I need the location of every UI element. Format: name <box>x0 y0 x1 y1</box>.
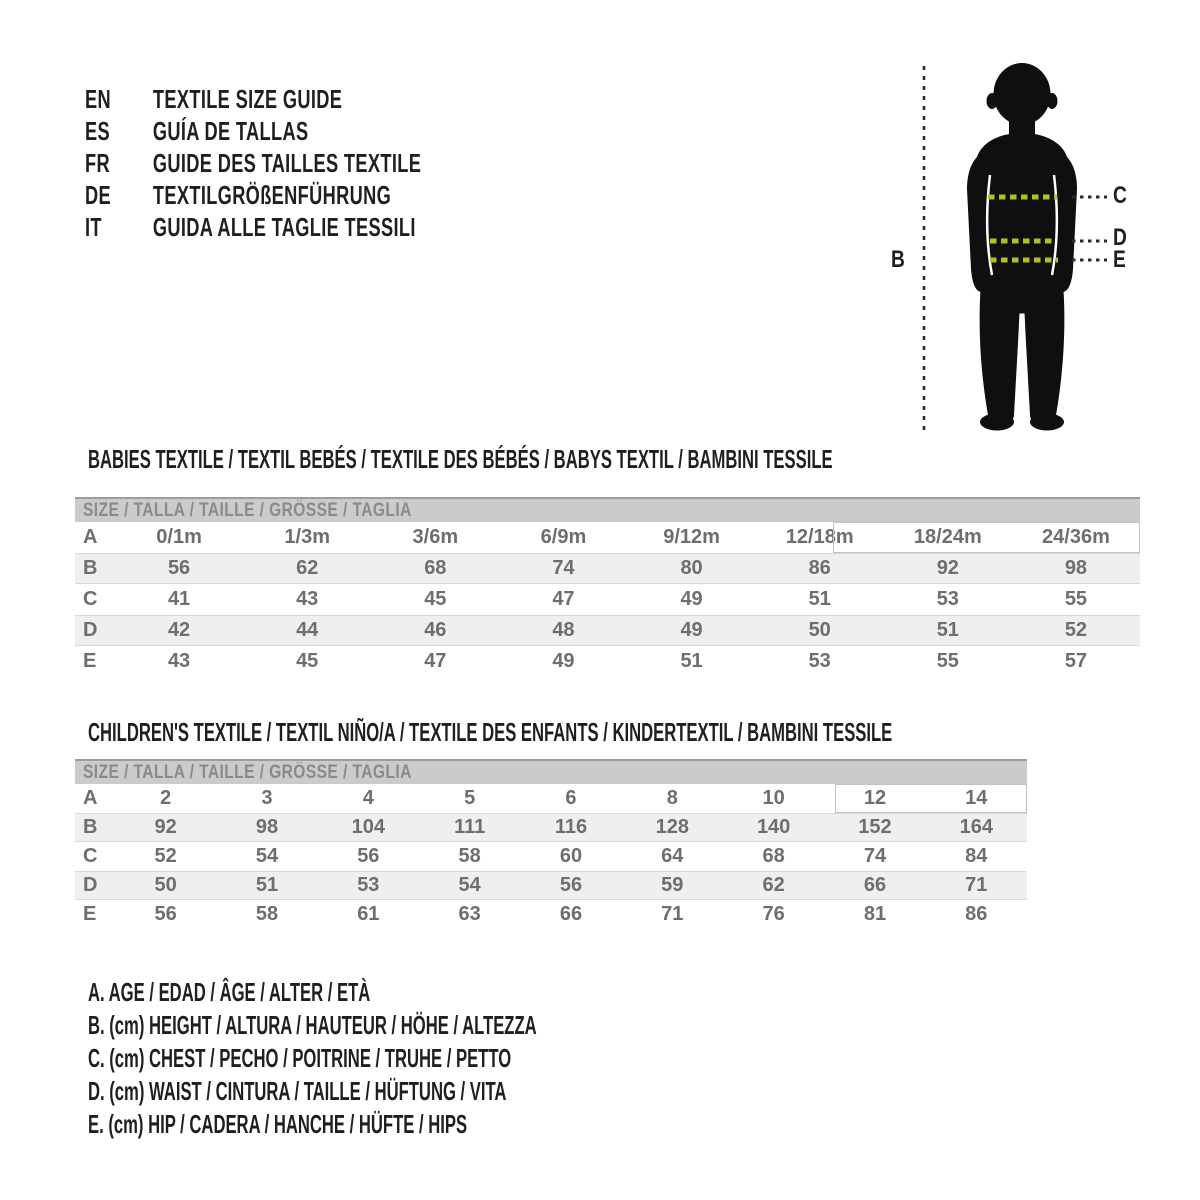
table-cell: 56 <box>167 557 191 579</box>
table-cell: 58 <box>458 845 481 867</box>
table-cell: 59 <box>661 874 684 896</box>
table-cell: 84 <box>965 845 988 867</box>
table-cell: 66 <box>863 874 887 896</box>
size-header-text: SIZE / TALLA / TAILLE / GRÖSSE / TAGLIA <box>83 761 412 783</box>
language-code: ES <box>85 115 110 146</box>
legend-item-text: E. (cm) HIP / CADERA / HANCHE / HÜFTE / HIPS <box>88 1109 468 1139</box>
table-cell: 64 <box>661 845 684 867</box>
language-code: FR <box>85 147 110 178</box>
table-cell: 61 <box>357 903 380 925</box>
table-cell: 57 <box>1064 650 1088 672</box>
row-label: A <box>83 787 98 809</box>
legend-item-text: B. (cm) HEIGHT / ALTURA / HAUTEUR / HÖHE / ALTEZZA <box>88 1010 537 1040</box>
table-cell: 3 <box>261 787 273 809</box>
language-guide-title: GUIDE DES TAILLES TEXTILE <box>152 147 422 178</box>
table-row <box>75 615 1140 646</box>
legend-item <box>88 1042 789 1075</box>
table-cell: 68 <box>762 845 785 867</box>
table-cell: 41 <box>167 588 191 610</box>
table-cell: 46 <box>424 619 447 641</box>
table-cell: 66 <box>559 903 583 925</box>
table-cell: 56 <box>559 874 583 896</box>
table-cell: 86 <box>965 903 988 925</box>
table-cell: 63 <box>458 903 481 925</box>
table-cell: 56 <box>154 903 177 925</box>
table-row <box>75 871 1027 900</box>
table-cell: 50 <box>154 874 177 896</box>
table-cell: 9/12m <box>663 526 720 548</box>
legend-item <box>88 976 789 1009</box>
row-label: B <box>83 557 98 579</box>
table-cell: 6 <box>565 787 577 809</box>
table-cell: 1/3m <box>284 526 330 548</box>
table-cell: 74 <box>863 845 887 867</box>
table-cell: 55 <box>936 650 959 672</box>
legend-item <box>88 1009 789 1042</box>
table-cell: 71 <box>965 874 988 896</box>
legend-item-text: A. AGE / EDAD / ÂGE / ALTER / ETÀ <box>88 977 371 1007</box>
table-cell: 52 <box>1064 619 1088 641</box>
table-cell: 80 <box>680 557 703 579</box>
language-guide-title: TEXTILE SIZE GUIDE <box>152 83 343 114</box>
height-measure-label: B <box>891 246 905 273</box>
table-cell: 98 <box>1064 557 1088 579</box>
table-cell: 44 <box>296 619 319 641</box>
table-cell: 51 <box>680 650 703 672</box>
table-cell: 52 <box>154 845 177 867</box>
table-cell: 111 <box>454 816 486 838</box>
table-row <box>75 553 1140 584</box>
table-cell: 4 <box>362 787 374 809</box>
hip-measure-label: E <box>1113 246 1126 273</box>
table-cell: 54 <box>458 874 481 896</box>
language-guide-title: GUIDA ALLE TAGLIE TESSILI <box>152 211 416 242</box>
table-cell: 0/1m <box>156 526 202 548</box>
table-cell: 62 <box>762 874 785 896</box>
table-cell: 164 <box>959 816 993 838</box>
table-cell: 68 <box>424 557 447 579</box>
table-cell: 98 <box>255 816 279 838</box>
table-cell: 49 <box>680 588 703 610</box>
table-row <box>75 842 1027 871</box>
size-header-bar <box>75 759 1027 784</box>
legend-item-text: C. (cm) CHEST / PECHO / POITRINE / TRUHE / PETTO <box>88 1043 512 1073</box>
table-cell: 49 <box>552 650 575 672</box>
table-cell: 62 <box>296 557 319 579</box>
table-cell: 48 <box>552 619 575 641</box>
row-label: B <box>83 816 98 838</box>
table-cell: 5 <box>464 787 476 809</box>
legend-item-text: D. (cm) WAIST / CINTURA / TAILLE / HÜFTUNG / VITA <box>88 1076 507 1106</box>
table-cell: 6/9m <box>540 526 587 548</box>
table-cell: 18/24m <box>913 526 982 548</box>
row-label: C <box>83 588 98 610</box>
chest-measure-label: C <box>1113 182 1127 209</box>
table-cell: 2 <box>160 787 172 809</box>
table-cell: 51 <box>936 619 959 641</box>
table-cell: 43 <box>296 588 319 610</box>
table-cell: 54 <box>255 845 279 867</box>
waist-measure-label: D <box>1113 224 1127 251</box>
child-silhouette-figure <box>880 50 1145 445</box>
table-cell: 51 <box>808 588 831 610</box>
language-guide-title: TEXTILGRÖßENFÜHRUNG <box>152 179 392 210</box>
size-header-text: SIZE / TALLA / TAILLE / GRÖSSE / TAGLIA <box>83 499 412 521</box>
table-cell: 43 <box>167 650 191 672</box>
table-cell: 152 <box>858 816 892 838</box>
table-cell: 128 <box>655 816 689 838</box>
babies-section-heading <box>88 446 1200 472</box>
table-cell: 53 <box>936 588 959 610</box>
table-cell: 60 <box>559 845 583 867</box>
table-row <box>75 584 1140 615</box>
children-section-heading <box>88 719 1200 745</box>
row-label: A <box>83 526 98 548</box>
table-cell: 140 <box>756 816 791 838</box>
table-cell: 47 <box>552 588 575 610</box>
language-guide-item <box>85 83 421 115</box>
language-guide-item <box>85 211 421 243</box>
table-cell: 71 <box>661 903 684 925</box>
table-cell: 56 <box>357 845 380 867</box>
row-label: D <box>83 874 98 896</box>
table-cell: 12 <box>863 787 887 809</box>
table-cell: 14 <box>965 787 988 809</box>
measurement-legend <box>88 976 789 1141</box>
row-label: D <box>83 619 98 641</box>
table-cell: 92 <box>936 557 959 579</box>
table-row <box>75 813 1027 842</box>
children-section-heading-text: CHILDREN'S TEXTILE / TEXTIL NIÑO/A / TEXTILE DES ENFANTS / KINDERTEXTIL / BAMBINI TESSILE <box>88 717 893 747</box>
table-cell: 92 <box>154 816 177 838</box>
table-cell: 55 <box>1064 588 1088 610</box>
table-cell: 50 <box>808 619 831 641</box>
legend-item <box>88 1075 789 1108</box>
table-cell: 8 <box>666 787 678 809</box>
table-cell: 53 <box>357 874 380 896</box>
language-guide-list <box>85 83 565 243</box>
table-cell: 51 <box>255 874 279 896</box>
table-cell: 76 <box>762 903 785 925</box>
size-header-bar <box>75 497 1140 522</box>
table-cell: 42 <box>167 619 191 641</box>
table-cell: 74 <box>552 557 575 579</box>
size-highlight-box <box>833 522 1140 553</box>
language-code: IT <box>85 211 102 242</box>
table-cell: 53 <box>808 650 831 672</box>
table-cell: 24/36m <box>1042 526 1110 548</box>
table-row <box>75 900 1027 929</box>
table-cell: 45 <box>424 588 447 610</box>
table-cell: 10 <box>762 787 785 809</box>
language-code: DE <box>85 179 111 210</box>
table-cell: 116 <box>554 816 588 838</box>
row-label: E <box>83 903 97 925</box>
language-guide-item <box>85 115 421 147</box>
table-cell: 81 <box>863 903 887 925</box>
legend-item <box>88 1108 789 1141</box>
table-row <box>75 646 1140 677</box>
language-code: EN <box>85 83 111 114</box>
table-cell: 86 <box>808 557 831 579</box>
language-guide-item <box>85 147 421 179</box>
table-cell: 45 <box>296 650 319 672</box>
language-guide-item <box>85 179 421 211</box>
language-guide-title: GUÍA DE TALLAS <box>152 115 309 146</box>
table-cell: 3/6m <box>412 526 459 548</box>
row-label: C <box>83 845 98 867</box>
table-cell: 58 <box>255 903 279 925</box>
table-cell: 49 <box>680 619 703 641</box>
table-cell: 104 <box>351 816 385 838</box>
table-cell: 47 <box>424 650 447 672</box>
babies-section-heading-text: BABIES TEXTILE / TEXTIL BEBÉS / TEXTILE DES BÉBÉS / BABYS TEXTIL / BAMBINI TESSILE <box>88 444 833 474</box>
table-cell: 12/18m <box>785 526 854 548</box>
row-label: E <box>83 650 97 672</box>
size-highlight-box <box>835 784 1027 813</box>
child-silhouette <box>967 63 1077 431</box>
